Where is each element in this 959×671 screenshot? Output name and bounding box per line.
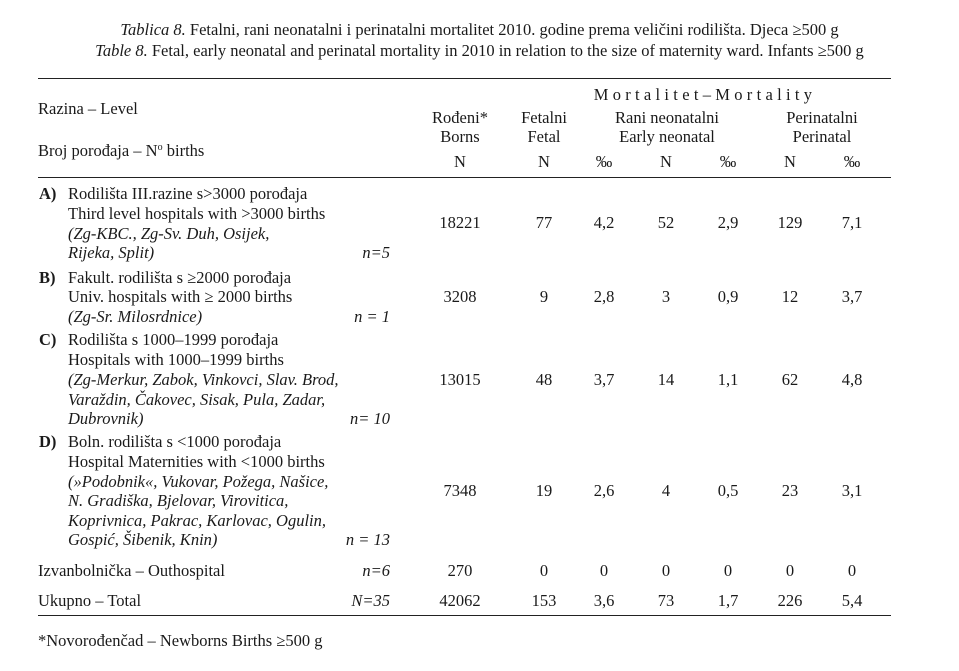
cell-fetal-rate: 2,8	[593, 287, 615, 306]
header-fetal-hr: Fetalni	[521, 108, 567, 127]
header-births	[38, 138, 204, 161]
unit-fetal-permille: ‰	[595, 152, 613, 171]
header-rule	[38, 177, 891, 178]
row-hospital-list: (Zg-Sr. Milosrdnice)	[68, 307, 203, 326]
header-peri-en: Perinatal	[792, 127, 852, 146]
table-caption-en	[0, 40, 959, 61]
unit-early-n: N	[660, 152, 672, 171]
header-mortality: Mortalitet–Mortality	[593, 85, 817, 104]
cell-fetal-n: 9	[539, 287, 549, 306]
outhospital-label: Izvanbolnička – Outhospital	[38, 561, 225, 580]
row-label-hr: Rodilišta III.razine s>3000 porođaja	[68, 184, 308, 203]
cell-fetal-rate: 2,6	[593, 481, 615, 500]
row-label-hr: Fakult. rodilišta s ≥2000 porođaja	[68, 268, 292, 287]
cell-peri-rate: 0	[847, 561, 857, 580]
cell-early-rate: 2,9	[717, 213, 739, 232]
row-hospital-list: Rijeka, Split)	[68, 243, 155, 262]
row-hospital-list: (Zg-Merkur, Zabok, Vinkovci, Slav. Brod,	[68, 370, 339, 389]
cell-born: 13015	[439, 370, 481, 389]
row-count: n = 1	[354, 307, 390, 326]
unit-early-permille: ‰	[719, 152, 737, 171]
cell-early-n: 3	[661, 287, 671, 306]
outhospital-count: n=6	[362, 561, 390, 580]
cell-born: 3208	[443, 287, 477, 306]
cell-fetal-rate: 0	[599, 561, 609, 580]
caption-text-hr: Fetalni, rani neonatalni i perinatalni mortalitet 2010. godine prema veličini rodilišta. Djeca ≥500 g	[189, 20, 839, 39]
cell-early-rate: 1,1	[717, 370, 739, 389]
header-peri-hr: Perinatalni	[786, 108, 858, 127]
header-early-en: Early neonatal	[619, 127, 715, 146]
row-label-en: Third level hospitals with >3000 births	[68, 204, 326, 223]
cell-peri-rate: 7,1	[841, 213, 863, 232]
row-label-hr: Rodilišta s 1000–1999 porođaja	[68, 330, 279, 349]
header-level: Razina – Level	[38, 99, 138, 118]
row-hospital-list: Varaždin, Čakovec, Sisak, Pula, Zadar,	[68, 390, 326, 409]
row-count: n= 10	[349, 409, 390, 428]
row-hospital-list: N. Gradiška, Bjelovar, Virovitica,	[68, 491, 289, 510]
unit-peri-n: N	[784, 152, 796, 171]
row-count: n = 13	[345, 530, 390, 549]
cell-peri-n: 226	[777, 591, 803, 610]
cell-early-n: 73	[657, 591, 675, 610]
cell-born: 42062	[439, 591, 481, 610]
cell-early-n: 4	[661, 481, 671, 500]
header-births-text: Broj porođaja – N	[38, 141, 158, 160]
total-count: N=35	[351, 591, 390, 610]
row-count: n=5	[362, 243, 390, 262]
row-label-hr: Boln. rodilišta s <1000 porođaja	[68, 432, 282, 451]
unit-born-n: N	[454, 152, 466, 171]
cell-born: 270	[447, 561, 473, 580]
cell-fetal-n: 48	[535, 370, 553, 389]
header-born-en: Borns	[440, 127, 480, 146]
cell-peri-n: 0	[785, 561, 795, 580]
cell-peri-rate: 3,7	[841, 287, 863, 306]
cell-peri-rate: 5,4	[841, 591, 863, 610]
cell-early-rate: 0,5	[717, 481, 739, 500]
cell-early-n: 52	[657, 213, 675, 232]
cell-fetal-n: 19	[535, 481, 553, 500]
row-hospital-list: (»Podobnik«, Vukovar, Požega, Našice,	[68, 472, 329, 491]
cell-fetal-rate: 3,6	[593, 591, 615, 610]
cell-early-rate: 0,9	[717, 287, 739, 306]
cell-fetal-n: 153	[531, 591, 557, 610]
cell-born: 7348	[443, 481, 477, 500]
cell-peri-rate: 4,8	[841, 370, 863, 389]
cell-peri-n: 62	[781, 370, 799, 389]
row-letter: B)	[39, 268, 56, 287]
table-caption-hr	[0, 19, 959, 40]
row-label-en: Hospital Maternities with <1000 births	[68, 452, 325, 471]
header-born-hr: Rođeni*	[432, 108, 488, 127]
unit-fetal-n: N	[538, 152, 550, 171]
footnote: *Novorođenčad – Newborns Births ≥500 g	[38, 631, 323, 650]
cell-fetal-rate: 4,2	[593, 213, 615, 232]
row-label-en: Hospitals with 1000–1999 births	[68, 350, 284, 369]
row-hospital-list: Dubrovnik)	[68, 409, 144, 428]
caption-text-en: Fetal, early neonatal and perinatal mortality in 2010 in relation to the size of maternity ward. Infants ≥500 g	[151, 41, 864, 60]
cell-peri-n: 23	[781, 481, 799, 500]
unit-peri-permille: ‰	[843, 152, 861, 171]
row-hospital-list: (Zg-KBC., Zg-Sv. Duh, Osijek,	[68, 224, 270, 243]
cell-early-rate: 1,7	[717, 591, 739, 610]
bottom-rule	[38, 615, 891, 616]
cell-fetal-n: 0	[539, 561, 549, 580]
top-rule	[38, 78, 891, 79]
cell-peri-rate: 3,1	[841, 481, 863, 500]
cell-early-rate: 0	[723, 561, 733, 580]
header-fetal-en: Fetal	[527, 127, 561, 146]
row-hospital-list: Gospić, Šibenik, Knin)	[68, 530, 218, 549]
row-label-en: Univ. hospitals with ≥ 2000 births	[68, 287, 293, 306]
cell-peri-n: 129	[777, 213, 803, 232]
row-letter: A)	[39, 184, 57, 203]
total-label: Ukupno – Total	[38, 591, 142, 610]
row-letter: D)	[39, 432, 57, 451]
row-letter: C)	[39, 330, 57, 349]
cell-fetal-rate: 3,7	[593, 370, 615, 389]
cell-early-n: 14	[657, 370, 675, 389]
cell-peri-n: 12	[781, 287, 799, 306]
caption-label-hr: Tablica 8.	[120, 20, 186, 39]
cell-born: 18221	[439, 213, 481, 232]
cell-fetal-n: 77	[535, 213, 553, 232]
caption-label-en: Table 8.	[95, 41, 148, 60]
header-early-hr: Rani neonatalni	[614, 108, 719, 127]
header-births-tail: births	[162, 141, 205, 160]
row-hospital-list: Koprivnica, Pakrac, Karlovac, Ogulin,	[68, 511, 327, 530]
cell-early-n: 0	[661, 561, 671, 580]
header-births-sup: o	[157, 142, 163, 153]
